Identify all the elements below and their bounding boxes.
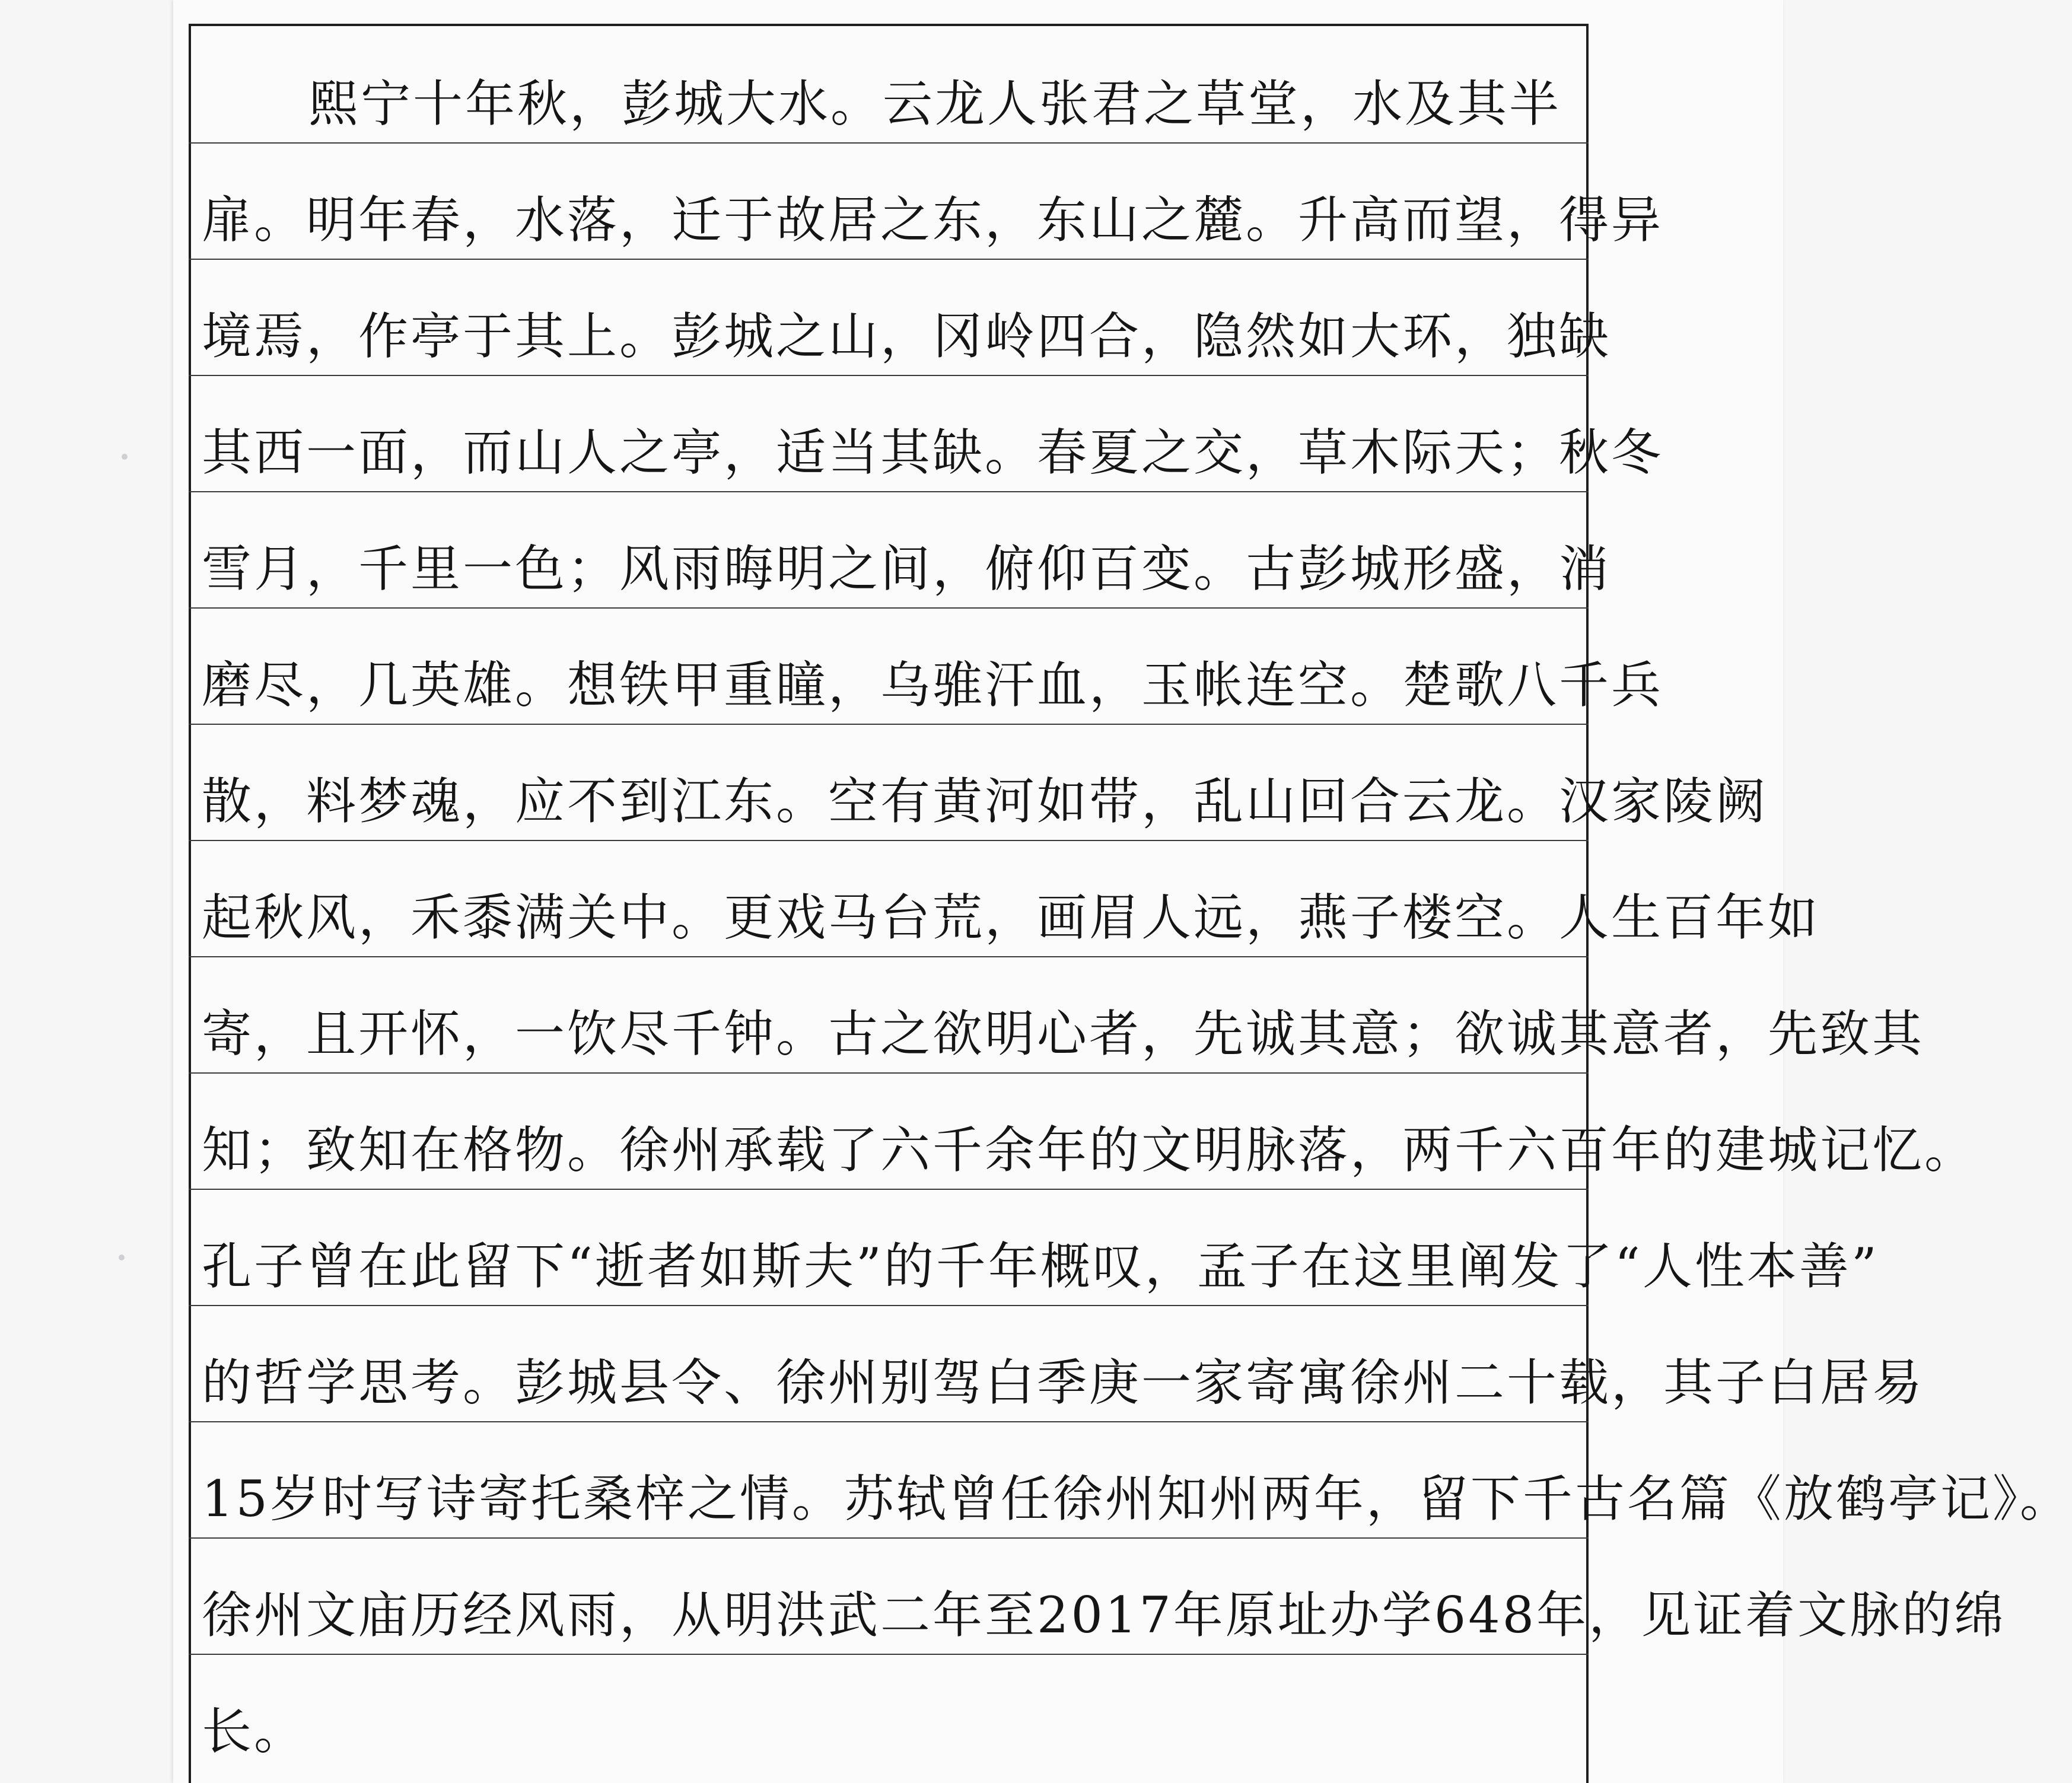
rule-line xyxy=(189,1537,1589,1539)
rule-line xyxy=(189,1072,1589,1074)
paper-speck xyxy=(119,1255,125,1260)
text-line-7: 散，料梦魂，应不到江东。空有黄河如带，乱山回合云龙。汉家陵阙 xyxy=(202,772,1768,830)
paper-speck xyxy=(122,454,128,460)
text-line-5: 雪月，千里一色；风雨晦明之间，俯仰百变。古彭城形盛，消 xyxy=(202,540,1612,598)
text-line-2: 扉。明年春，水落，迁于故居之东，东山之麓。升高而望，得异 xyxy=(202,191,1664,249)
rule-line xyxy=(189,956,1589,957)
text-line-15: 长。 xyxy=(202,1702,307,1760)
text-line-11: 孔子曾在此留下“逝者如斯夫”的千年概叹，孟子在这里阐发了“人性本善” xyxy=(202,1237,1879,1295)
text-line-10: 知；致知在格物。徐州承载了六千余年的文明脉落，两千六百年的建城记忆。 xyxy=(202,1121,1977,1179)
text-line-6: 磨尽，几英雄。想铁甲重瞳，乌骓汗血，玉帐连空。楚歌八千兵 xyxy=(202,656,1664,714)
text-line-14: 徐州文庙历经风雨，从明洪武二年至2017年原址办学648年，见证着文脉的绵 xyxy=(202,1586,2007,1644)
rule-line xyxy=(189,1421,1589,1422)
text-line-3: 境焉，作亭于其上。彭城之山，冈岭四合，隐然如大环，独缺 xyxy=(202,307,1612,365)
text-line-8: 起秋风，禾黍满关中。更戏马台荒，画眉人远，燕子楼空。人生百年如 xyxy=(202,889,1820,947)
rule-line xyxy=(189,1189,1589,1190)
text-line-4: 其西一面，而山人之亭，适当其缺。春夏之交，草木际天；秋冬 xyxy=(202,424,1664,482)
rule-line xyxy=(189,491,1589,492)
rule-line xyxy=(189,840,1589,841)
rule-line xyxy=(189,1305,1589,1306)
rule-line xyxy=(189,607,1589,609)
rule-line xyxy=(189,724,1589,725)
text-line-9: 寄，且开怀，一饮尽千钟。古之欲明心者，先诚其意；欲诚其意者，先致其 xyxy=(202,1005,1925,1063)
rule-line xyxy=(189,259,1589,260)
rule-line xyxy=(189,1654,1589,1655)
rule-line xyxy=(189,142,1589,144)
rule-line xyxy=(189,375,1589,376)
text-line-1: 熙宁十年秋，彭城大水。云龙人张君之草堂，水及其半 xyxy=(308,75,1562,133)
text-line-12: 的哲学思考。彭城县令、徐州别驾白季庚一家寄寓徐州二十载，其子白居易 xyxy=(202,1354,1925,1412)
text-line-13: 15岁时写诗寄托桑梓之情。苏轼曾任徐州知州两年，留下千古名篇《放鹤亭记》。 xyxy=(202,1470,2072,1528)
